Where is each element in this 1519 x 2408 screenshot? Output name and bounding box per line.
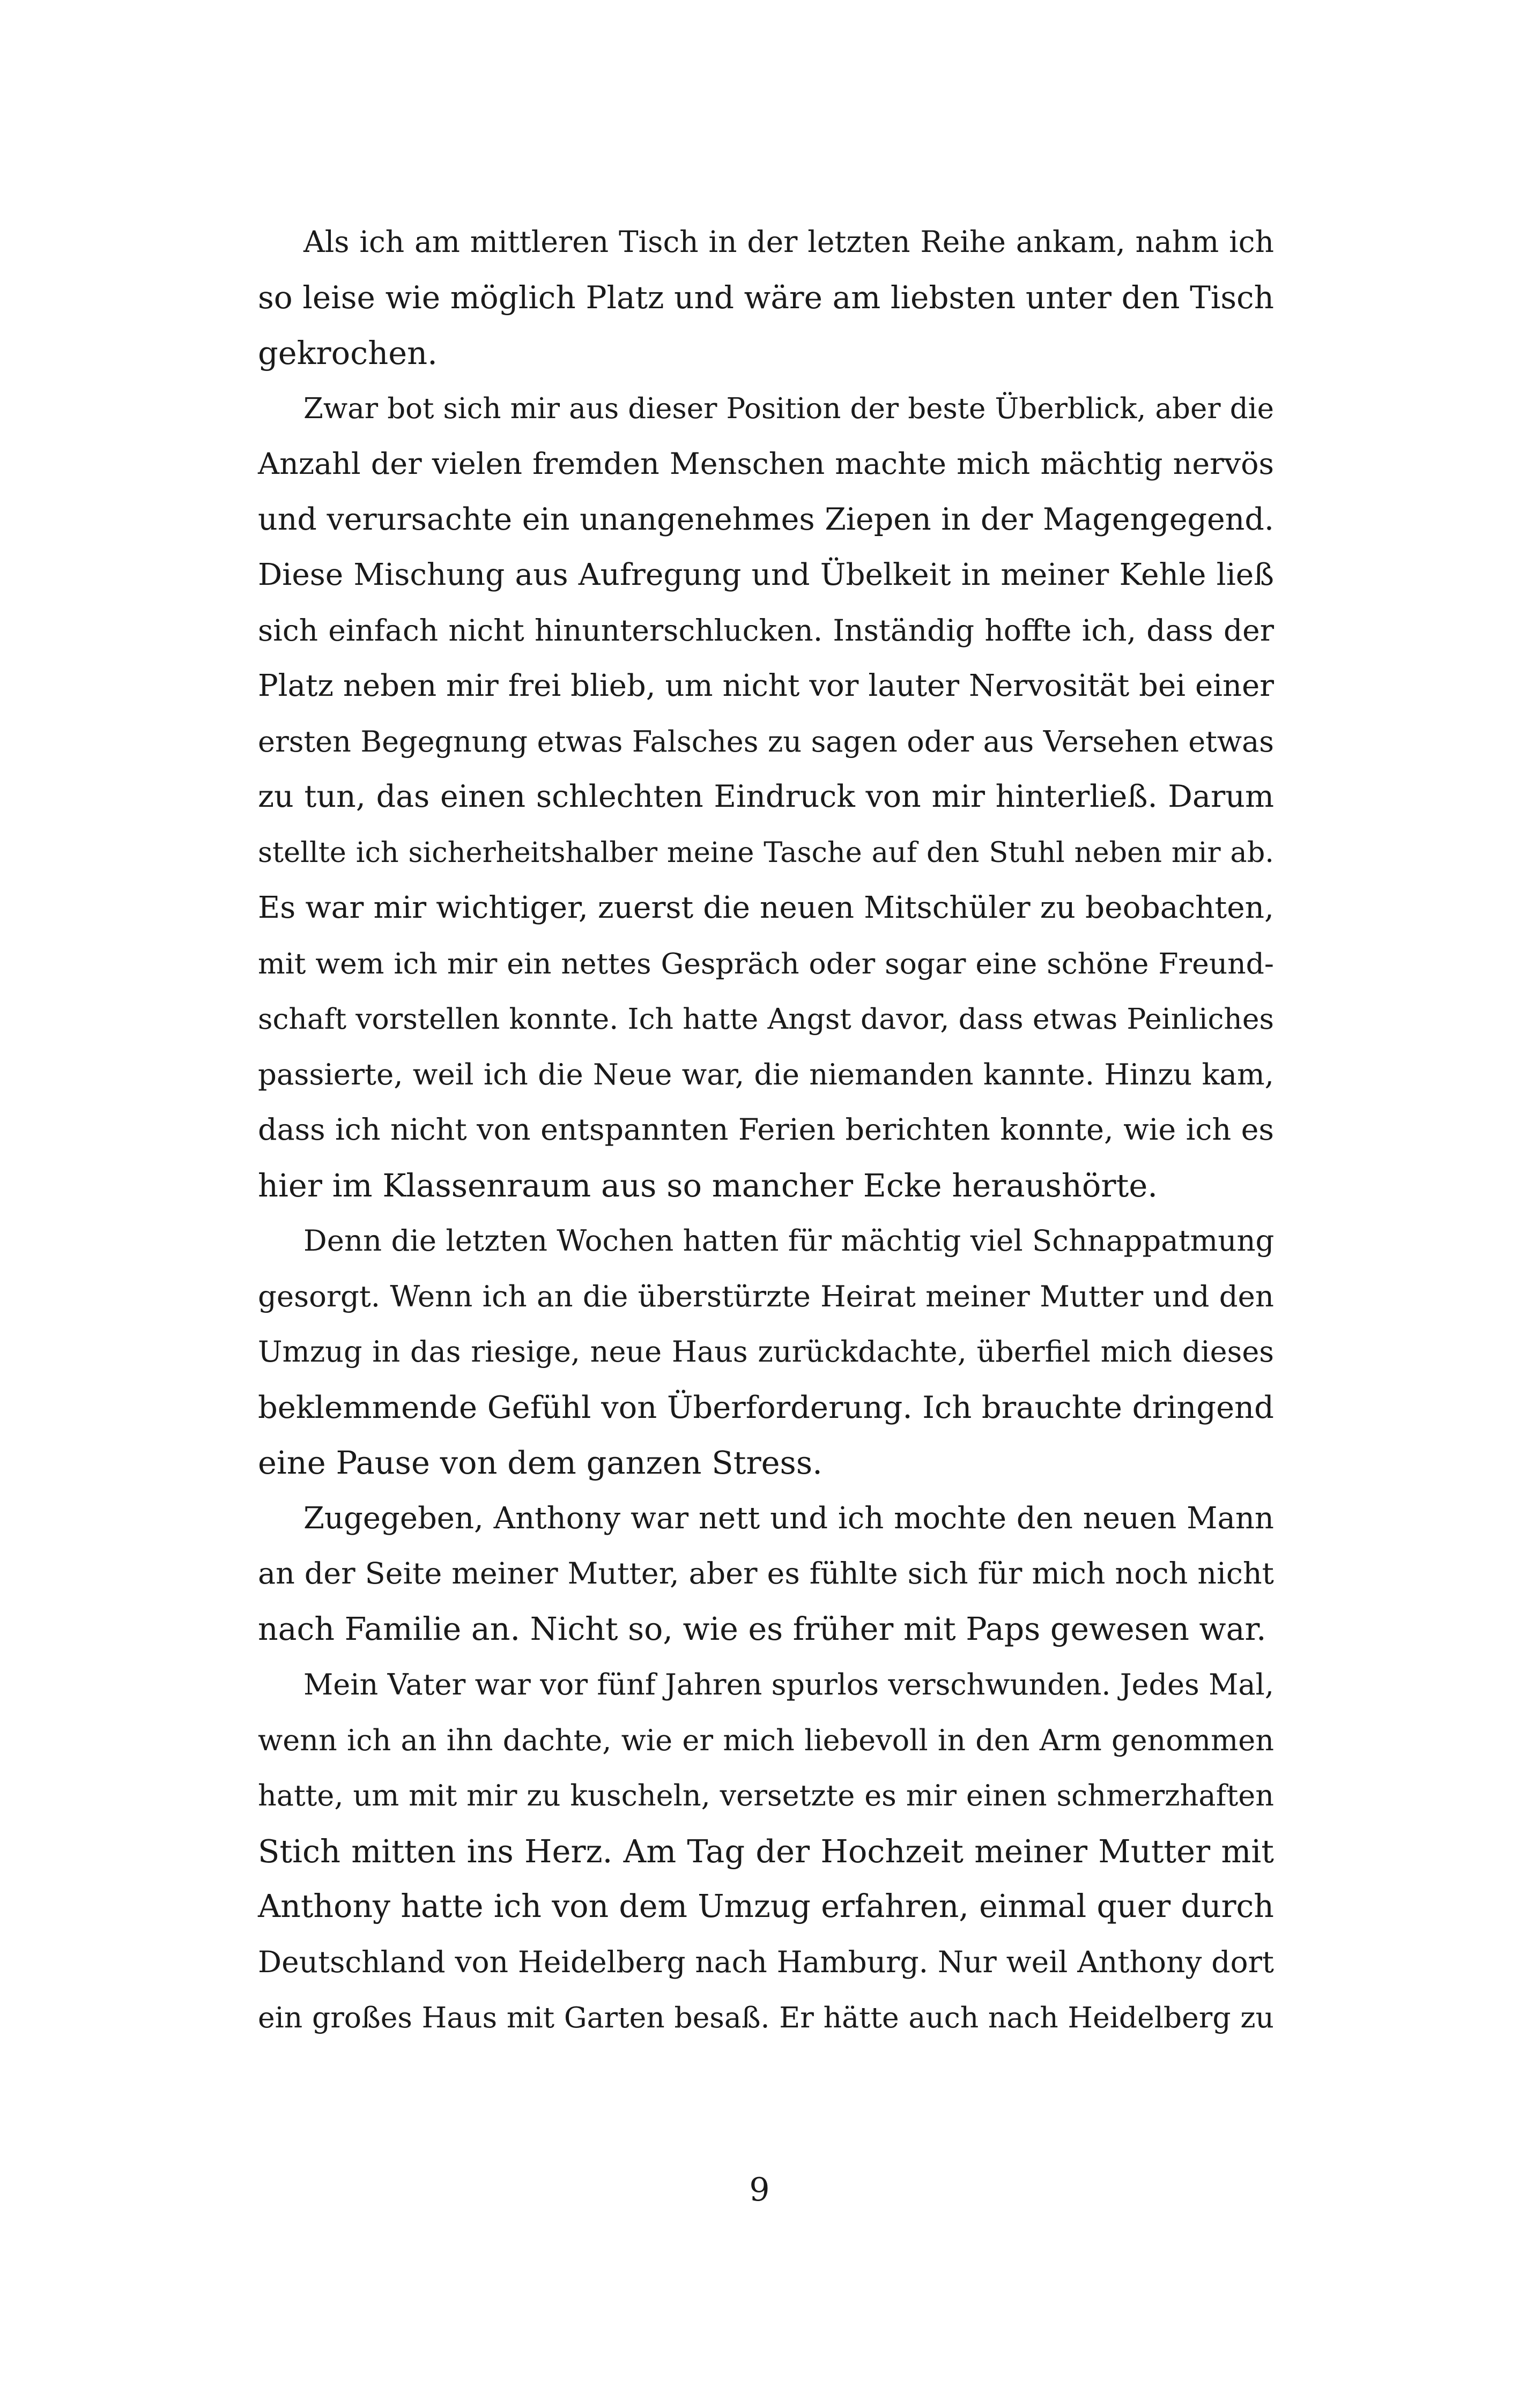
text-line: Deutschland von Heidelberg nach Hamburg. Nur weil Anthony dort (258, 1944, 1274, 1979)
body-text (258, 214, 1274, 2046)
text-line: so leise wie möglich Platz und wäre am liebsten unter den Tisch (258, 279, 1274, 316)
page-number: 9 (749, 2171, 770, 2209)
text-line: hier im Klassenraum aus so mancher Ecke heraushörte. (258, 1166, 1158, 1204)
text-line: gesorgt. Wenn ich an die überstürzte Heirat meiner Mutter und den (258, 1279, 1274, 1313)
text-line: ein großes Haus mit Garten besaß. Er hätte auch nach Heidelberg zu (258, 2001, 1274, 2034)
text-line: mit wem ich mir ein nettes Gespräch oder sogar eine schöne Freund- (258, 946, 1274, 980)
text-line: an der Seite meiner Mutter, aber es fühlte sich für mich noch nicht (258, 1556, 1274, 1591)
text-line: Diese Mischung aus Aufregung und Übelkeit in meiner Kehle ließ (258, 558, 1274, 592)
text-line: eine Pause von dem ganzen Stress. (258, 1444, 823, 1481)
text-line: Mein Vater war vor fünf Jahren spurlos verschwunden. Jedes Mal, (303, 1668, 1274, 1701)
text-line: und verursachte ein unangenehmes Ziepen in der Magengegend. (258, 501, 1274, 537)
text-line: schaft vorstellen konnte. Ich hatte Angst davor, dass etwas Peinliches (258, 1002, 1274, 1036)
text-line: stellte ich sicherheitshalber meine Tasche auf den Stuhl neben mir ab. (258, 836, 1274, 869)
text-line: Es war mir wichtiger, zuerst die neuen Mitschüler zu beobachten, (258, 890, 1274, 925)
text-line: Stich mitten ins Herz. Am Tag der Hochzeit meiner Mutter mit (258, 1832, 1274, 1870)
text-line: Platz neben mir frei blieb, um nicht vor lauter Nervosität bei einer (258, 668, 1274, 703)
text-line: gekrochen. (258, 335, 438, 371)
text-line: passierte, weil ich die Neue war, die niemanden kannte. Hinzu kam, (258, 1057, 1274, 1091)
text-line: beklemmende Gefühl von Überforderung. Ich brauchte dringend (258, 1389, 1274, 1425)
text-line: zu tun, das einen schlechten Eindruck von mir hinterließ. Darum (258, 779, 1274, 814)
text-line: nach Familie an. Nicht so, wie es früher mit Paps gewesen war. (258, 1610, 1266, 1647)
text-line: Denn die letzten Wochen hatten für mächtig viel Schnappatmung (303, 1223, 1275, 1258)
text-line: Anzahl der vielen fremden Menschen machte mich mächtig nervös (258, 447, 1274, 481)
text-line: Als ich am mittleren Tisch in der letzten Reihe ankam, nahm ich (303, 225, 1274, 259)
text-line: dass ich nicht von entspannten Ferien berichten konnte, wie ich es (258, 1112, 1274, 1147)
text-line: Umzug in das riesige, neue Haus zurückdachte, überfiel mich dieses (258, 1335, 1274, 1369)
text-line: hatte, um mit mir zu kuscheln, versetzte es mir einen schmerzhaften (258, 1779, 1274, 1812)
text-line: sich einfach nicht hinunterschlucken. Inständig hoffte ich, dass der (258, 613, 1274, 648)
text-line: Zugegeben, Anthony war nett und ich mochte den neuen Mann (303, 1500, 1274, 1536)
text-line: ersten Begegnung etwas Falsches zu sagen oder aus Versehen etwas (258, 724, 1274, 759)
text-line: Zwar bot sich mir aus dieser Position der beste Überblick, aber die (303, 392, 1274, 425)
text-line: wenn ich an ihn dachte, wie er mich liebevoll in den Arm genommen (258, 1723, 1274, 1757)
text-line: Anthony hatte ich von dem Umzug erfahren, einmal quer durch (258, 1888, 1274, 1924)
